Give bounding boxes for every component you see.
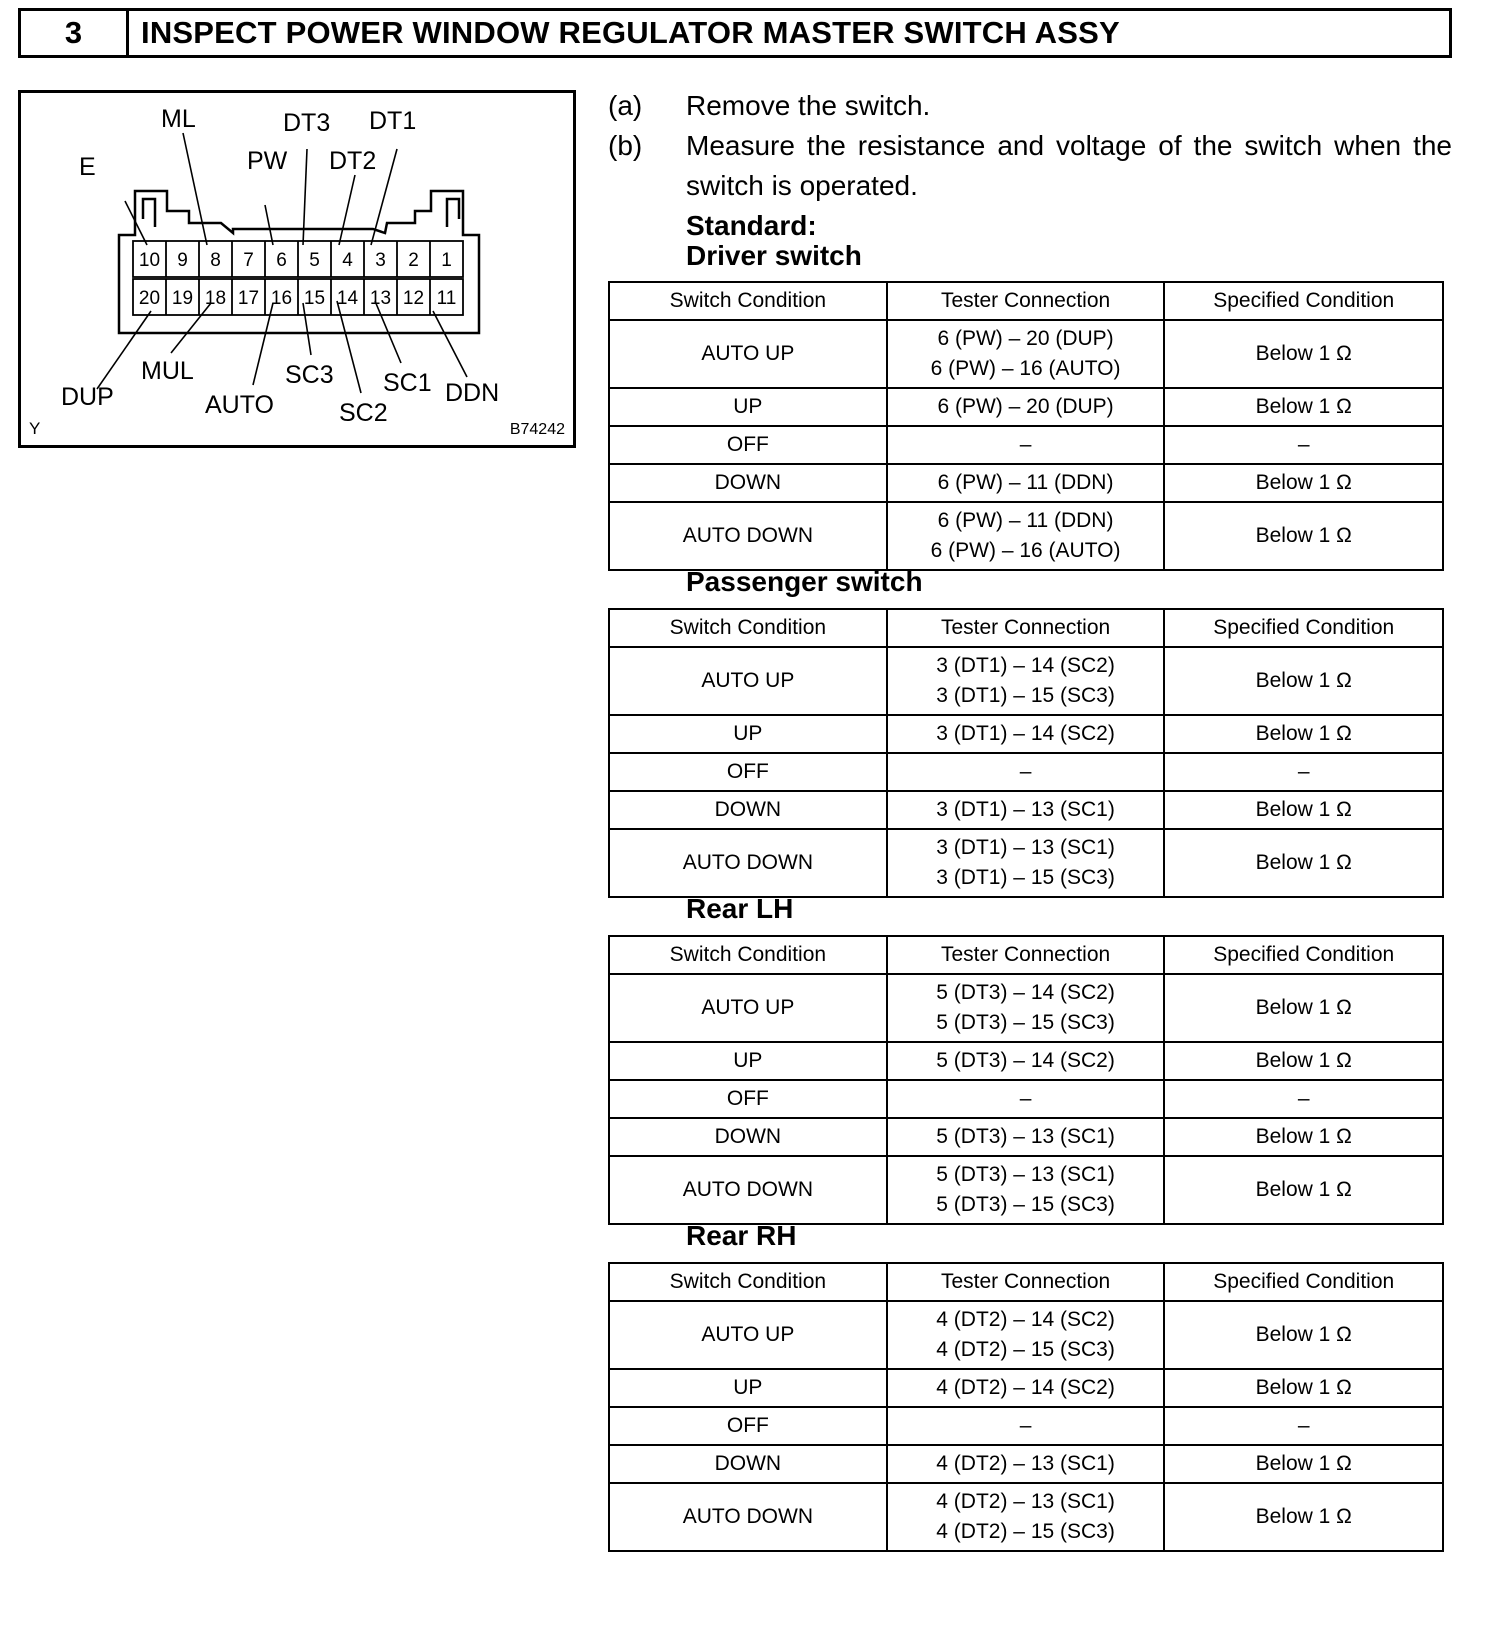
tester-connection-line: 6 (PW) – 11 (DDN)	[937, 509, 1114, 532]
section-title: Rear LH	[686, 893, 794, 924]
table-row	[609, 426, 1443, 464]
table-row	[609, 974, 1443, 1042]
pin-number: 8	[210, 250, 221, 271]
table-row	[609, 1156, 1443, 1224]
specified-condition-cell: Below 1 Ω	[1164, 320, 1443, 388]
table-row	[609, 1483, 1443, 1551]
specified-condition-cell: Below 1 Ω	[1164, 1369, 1443, 1407]
switch-condition-cell: OFF	[609, 426, 887, 464]
tester-connection-line: 5 (DT3) – 14 (SC2)	[936, 981, 1115, 1004]
table-row	[609, 1369, 1443, 1407]
table-row	[609, 753, 1443, 791]
table-row	[609, 388, 1443, 426]
pin-number: 3	[375, 250, 386, 271]
column-header: Switch Condition	[609, 936, 887, 974]
connector-diagram	[18, 90, 576, 448]
step-title: INSPECT POWER WINDOW REGULATOR MASTER SWITCH ASSY	[141, 15, 1120, 50]
switch-condition-cell: DOWN	[609, 1445, 887, 1483]
switch-condition-cell: OFF	[609, 1080, 887, 1118]
table-row	[609, 1042, 1443, 1080]
column-header: Switch Condition	[609, 609, 887, 647]
table-row	[609, 1301, 1443, 1369]
pin-number: 7	[243, 250, 254, 271]
tester-connection-line: 4 (DT2) – 15 (SC3)	[936, 1338, 1115, 1361]
pin-number: 4	[342, 250, 353, 271]
pin-number: 2	[408, 250, 419, 271]
tester-connection-cell	[887, 1042, 1165, 1080]
section-title: Rear RH	[686, 1220, 797, 1251]
table-header-row	[609, 936, 1443, 974]
step-b-text: Measure the resistance and voltage of the switch when the switch is operated.	[686, 130, 1452, 201]
pin-number: 10	[138, 250, 161, 271]
step-header	[18, 8, 1452, 58]
tester-connection-cell	[887, 974, 1165, 1042]
tester-connection-cell	[887, 426, 1165, 464]
step-a	[608, 86, 1452, 126]
tester-connection-cell	[887, 1369, 1165, 1407]
tester-connection-line: –	[1019, 1414, 1032, 1437]
connector-outline	[119, 191, 479, 333]
tester-connection-line: 6 (PW) – 16 (AUTO)	[930, 539, 1121, 562]
tester-connection-line: 5 (DT3) – 14 (SC2)	[936, 1049, 1115, 1072]
column-header: Specified Condition	[1164, 1263, 1443, 1301]
pin-number: 20	[138, 288, 161, 309]
corner-mark: Y	[29, 419, 41, 438]
switch-condition-cell: UP	[609, 388, 887, 426]
switch-condition-cell: UP	[609, 715, 887, 753]
specified-condition-cell: Below 1 Ω	[1164, 502, 1443, 570]
column-header: Switch Condition	[609, 1263, 887, 1301]
column-header: Tester Connection	[887, 936, 1165, 974]
switch-condition-cell: AUTO UP	[609, 320, 887, 388]
tester-connection-cell	[887, 1301, 1165, 1369]
tester-connection-cell	[887, 320, 1165, 388]
pin-number: 6	[276, 250, 287, 271]
specified-condition-cell: –	[1164, 1080, 1443, 1118]
section-title: Passenger switch	[686, 566, 923, 597]
label-auto: AUTO	[205, 391, 274, 419]
specified-condition-cell: Below 1 Ω	[1164, 715, 1443, 753]
tester-connection-cell	[887, 1407, 1165, 1445]
step-a-text: Remove the switch.	[686, 90, 931, 121]
label-sc3: SC3	[285, 361, 334, 389]
column-header: Specified Condition	[1164, 609, 1443, 647]
table-header-row	[609, 609, 1443, 647]
standard-heading: Standard:	[686, 210, 817, 241]
table-row	[609, 502, 1443, 570]
spec-table	[608, 935, 1444, 1225]
tester-connection-cell	[887, 1080, 1165, 1118]
pin-number: 17	[237, 288, 260, 309]
tester-connection-line: 4 (DT2) – 15 (SC3)	[936, 1520, 1115, 1543]
pin-number: 5	[309, 250, 320, 271]
label-e: E	[79, 153, 96, 181]
specified-condition-cell: Below 1 Ω	[1164, 791, 1443, 829]
switch-condition-cell: AUTO DOWN	[609, 1483, 887, 1551]
table-row	[609, 715, 1443, 753]
pin-number: 14	[336, 288, 359, 309]
pin-number: 9	[177, 250, 188, 271]
label-ml: ML	[161, 105, 196, 133]
table-row	[609, 647, 1443, 715]
column-header: Tester Connection	[887, 1263, 1165, 1301]
switch-condition-cell: AUTO UP	[609, 647, 887, 715]
specified-condition-cell: –	[1164, 1407, 1443, 1445]
tester-connection-cell	[887, 715, 1165, 753]
label-dt1: DT1	[369, 107, 417, 135]
switch-condition-cell: UP	[609, 1042, 887, 1080]
pin-number: 18	[204, 288, 227, 309]
label-dt2: DT2	[329, 147, 377, 175]
specified-condition-cell: Below 1 Ω	[1164, 829, 1443, 897]
spec-table	[608, 608, 1444, 898]
switch-condition-cell: DOWN	[609, 464, 887, 502]
label-sc1: SC1	[383, 369, 432, 397]
specified-condition-cell: –	[1164, 753, 1443, 791]
column-header: Tester Connection	[887, 609, 1165, 647]
step-b	[608, 126, 1452, 206]
tester-connection-line: 5 (DT3) – 15 (SC3)	[936, 1193, 1115, 1216]
tester-connection-cell	[887, 753, 1165, 791]
label-mul: MUL	[141, 357, 194, 385]
tester-connection-cell	[887, 464, 1165, 502]
tester-connection-line: 3 (DT1) – 15 (SC3)	[936, 684, 1115, 707]
table-header-row	[609, 1263, 1443, 1301]
tester-connection-cell	[887, 647, 1165, 715]
tester-connection-line: 3 (DT1) – 14 (SC2)	[936, 654, 1115, 677]
table-row	[609, 1080, 1443, 1118]
tester-connection-cell	[887, 1118, 1165, 1156]
tester-connection-line: 3 (DT1) – 13 (SC1)	[936, 798, 1115, 821]
tester-connection-line: 4 (DT2) – 14 (SC2)	[936, 1308, 1115, 1331]
tester-connection-line: 5 (DT3) – 13 (SC1)	[936, 1125, 1115, 1148]
specified-condition-cell: Below 1 Ω	[1164, 1445, 1443, 1483]
switch-condition-cell: OFF	[609, 1407, 887, 1445]
switch-condition-cell: AUTO UP	[609, 974, 887, 1042]
tester-connection-line: 5 (DT3) – 13 (SC1)	[936, 1163, 1115, 1186]
pin-number: 12	[402, 288, 425, 309]
table-row	[609, 1445, 1443, 1483]
tester-connection-line: –	[1019, 1087, 1032, 1110]
specified-condition-cell: Below 1 Ω	[1164, 1483, 1443, 1551]
pin-number: 19	[171, 288, 194, 309]
tester-connection-line: –	[1019, 433, 1032, 456]
table-header-row	[609, 282, 1443, 320]
tester-connection-line: 3 (DT1) – 14 (SC2)	[936, 722, 1115, 745]
specified-condition-cell: Below 1 Ω	[1164, 1042, 1443, 1080]
switch-condition-cell: AUTO UP	[609, 1301, 887, 1369]
tester-connection-line: 3 (DT1) – 15 (SC3)	[936, 866, 1115, 889]
switch-condition-cell: OFF	[609, 753, 887, 791]
specified-condition-cell: Below 1 Ω	[1164, 974, 1443, 1042]
tester-connection-line: 4 (DT2) – 13 (SC1)	[936, 1490, 1115, 1513]
tester-connection-line: 5 (DT3) – 15 (SC3)	[936, 1011, 1115, 1034]
pin-number: 11	[436, 288, 457, 309]
table-row	[609, 829, 1443, 897]
tester-connection-cell	[887, 1156, 1165, 1224]
switch-condition-cell: AUTO DOWN	[609, 502, 887, 570]
tester-connection-cell	[887, 502, 1165, 570]
switch-condition-cell: DOWN	[609, 1118, 887, 1156]
step-number: 3	[21, 11, 129, 55]
specified-condition-cell: Below 1 Ω	[1164, 1118, 1443, 1156]
specified-condition-cell: Below 1 Ω	[1164, 1301, 1443, 1369]
specified-condition-cell: Below 1 Ω	[1164, 388, 1443, 426]
switch-condition-cell: AUTO DOWN	[609, 1156, 887, 1224]
spec-table	[608, 1262, 1444, 1552]
table-row	[609, 1118, 1443, 1156]
column-header: Specified Condition	[1164, 936, 1443, 974]
tester-connection-line: 3 (DT1) – 13 (SC1)	[936, 836, 1115, 859]
tester-connection-line: 4 (DT2) – 13 (SC1)	[936, 1452, 1115, 1475]
table-row	[609, 791, 1443, 829]
pin-number: 15	[303, 288, 326, 309]
figure-code: B74242	[509, 421, 565, 438]
spec-table	[608, 281, 1444, 571]
pin-number: 1	[441, 250, 452, 271]
tester-connection-line: 6 (PW) – 16 (AUTO)	[930, 357, 1121, 380]
switch-condition-cell: UP	[609, 1369, 887, 1407]
label-sc2: SC2	[339, 399, 388, 427]
tester-connection-cell	[887, 791, 1165, 829]
section-title: Driver switch	[686, 240, 862, 271]
label-pw: PW	[247, 147, 288, 175]
column-header: Tester Connection	[887, 282, 1165, 320]
tester-connection-cell	[887, 829, 1165, 897]
tester-connection-cell	[887, 1483, 1165, 1551]
tester-connection-line: 6 (PW) – 20 (DUP)	[937, 327, 1114, 350]
column-header: Switch Condition	[609, 282, 887, 320]
step-b-label: (b)	[608, 130, 643, 161]
table-row	[609, 464, 1443, 502]
label-dt3: DT3	[283, 109, 331, 137]
switch-condition-cell: AUTO DOWN	[609, 829, 887, 897]
specified-condition-cell: Below 1 Ω	[1164, 1156, 1443, 1224]
table-row	[609, 1407, 1443, 1445]
specified-condition-cell: Below 1 Ω	[1164, 464, 1443, 502]
tester-connection-cell	[887, 1445, 1165, 1483]
label-dup: DUP	[61, 383, 114, 411]
tester-connection-cell	[887, 388, 1165, 426]
tester-connection-line: 6 (PW) – 20 (DUP)	[937, 395, 1114, 418]
column-header: Specified Condition	[1164, 282, 1443, 320]
connector-drawing	[21, 93, 573, 445]
pin-number: 13	[369, 288, 392, 309]
tester-connection-line: 6 (PW) – 11 (DDN)	[937, 471, 1114, 494]
tester-connection-line: –	[1019, 760, 1032, 783]
specified-condition-cell: Below 1 Ω	[1164, 647, 1443, 715]
label-ddn: DDN	[445, 379, 500, 407]
step-a-label: (a)	[608, 90, 643, 121]
procedure-steps	[608, 86, 1452, 246]
switch-condition-cell: DOWN	[609, 791, 887, 829]
table-row	[609, 320, 1443, 388]
pin-number: 16	[270, 288, 293, 309]
specified-condition-cell: –	[1164, 426, 1443, 464]
tester-connection-line: 4 (DT2) – 14 (SC2)	[936, 1376, 1115, 1399]
